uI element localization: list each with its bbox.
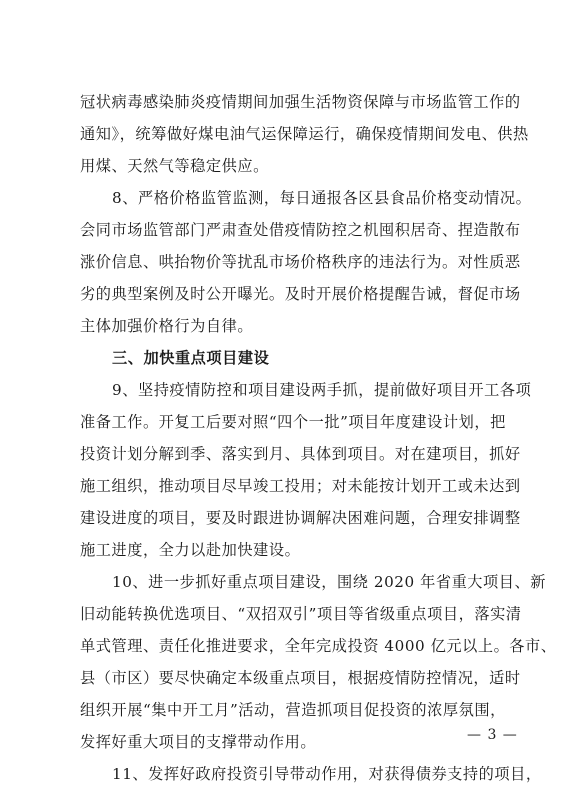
body-line: 冠状病毒感染肺炎疫情期间加强生活物资保障与市场监管工作的 — [80, 93, 521, 111]
body-line: 施工组织，推动项目尽早竣工投用；对未能按计划开工或未达到 — [80, 477, 521, 495]
body-line: 会同市场监管部门严肃查处借疫情防控之机囤积居奇、捏造散布 — [80, 221, 521, 239]
body-line: 单式管理、责任化推进要求，全年完成投资 4000 亿元以上。各市、 — [80, 637, 557, 655]
body-line: 建设进度的项目，要及时跟进协调解决困难问题，合理安排调整 — [80, 509, 521, 527]
body-line: 劣的典型案例及时公开曝光。及时开展价格提醒告诫，督促市场 — [80, 285, 521, 303]
body-line: 发挥好重大项目的支撑带动作用。 — [80, 733, 317, 751]
body-line: 用煤、天然气等稳定供应。 — [80, 157, 269, 175]
body-line: 11、发挥好政府投资引导带动作用，对获得债券支持的项目， — [112, 765, 542, 783]
body-line: 施工进度，全力以赴加快建设。 — [80, 541, 301, 559]
body-line: 县（市区）要尽快确定本级重点项目，根据疫情防控情况，适时 — [80, 669, 521, 687]
body-line: 通知》，统筹做好煤电油气运保障运行，确保疫情期间发电、供热 — [80, 125, 529, 143]
section-heading: 三、加快重点项目建设 — [112, 349, 270, 367]
body-line: 10、进一步抓好重点项目建设，围绕 2020 年省重大项目、新 — [112, 573, 546, 591]
body-line: 投资计划分解到季、落实到月、具体到项目。对在建项目，抓好 — [80, 445, 521, 463]
body-line: 主体加强价格行为自律。 — [80, 317, 254, 335]
page-number: — 3 — — [467, 727, 518, 743]
body-line: 旧动能转换优选项目、“双招双引”项目等省级重点项目，落实清 — [80, 605, 522, 623]
body-line: 涨价信息、哄抬物价等扰乱市场价格秩序的违法行为。对性质恶 — [80, 253, 521, 271]
body-line: 组织开展“集中开工月”活动，营造抓项目促投资的浓厚氛围， — [80, 701, 506, 719]
body-line: 9、坚持疫情防控和项目建设两手抓，提前做好项目开工各项 — [112, 381, 532, 399]
body-line: 准备工作。开复工后要对照“四个一批”项目年度建设计划，把 — [80, 413, 506, 431]
body-line: 8、严格价格监管监测，每日通报各区县食品价格变动情况。 — [112, 189, 532, 207]
